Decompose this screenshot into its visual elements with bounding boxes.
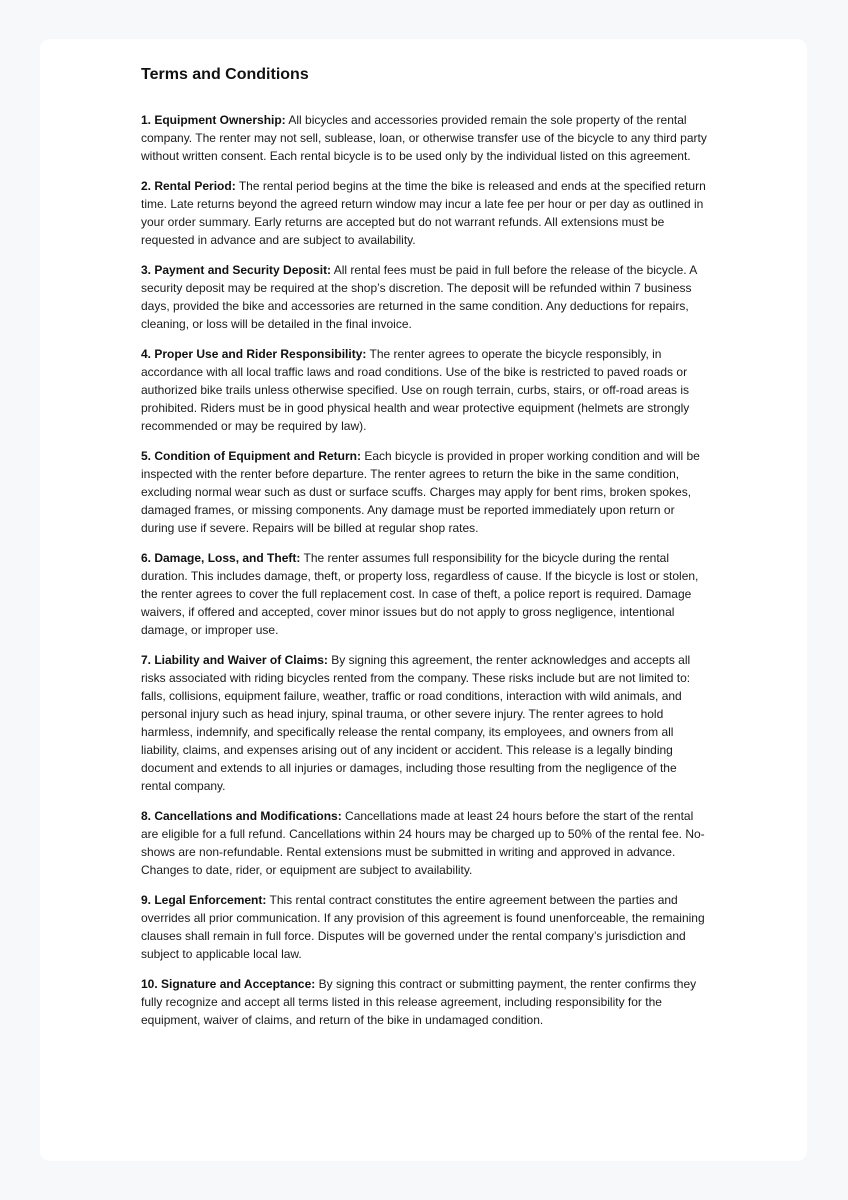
clause-body: All rental fees must be paid in full before the release of the bicycle. A security deposit may be required at the shop’s discretion. The deposit will be refunded within 7 business days, provided the bike and accessories are returned in the same condition. Any deductions for repairs, cleaning, or loss will be detailed in the final invoice.	[141, 263, 697, 331]
clause-body: By signing this contract or submitting payment, the renter confirms they fully recognize and accept all terms listed in this release agreement, including responsibility for the equipment, waiver of claims, and return of the bike in undamaged condition.	[141, 977, 697, 1027]
clause-heading: 5. Condition of Equipment and Return:	[141, 449, 361, 463]
clause-body: The rental period begins at the time the bike is released and ends at the specified return time. Late returns beyond the agreed return window may incur a late fee per hour or per day as outlined in your order summary. Early returns are accepted but do not warrant refunds. All extensions must be requested in advance and are subject to availability.	[141, 179, 706, 247]
clause-equipment-ownership	[141, 111, 709, 165]
clause-heading: 6. Damage, Loss, and Theft:	[141, 551, 301, 565]
clause-condition-return	[141, 447, 709, 537]
clause-heading: 1. Equipment Ownership:	[141, 113, 286, 127]
document-title: Terms and Conditions	[141, 66, 309, 83]
clause-damage-loss-theft	[141, 549, 709, 639]
clause-body: All bicycles and accessories provided remain the sole property of the rental company. The renter may not sell, sublease, loan, or otherwise transfer use of the bicycle to any third party without written consent. Each rental bicycle is to be used only by the individual listed on this agreement.	[141, 113, 707, 163]
clause-heading: 2. Rental Period:	[141, 179, 236, 193]
clause-body: The renter assumes full responsibility for the bicycle during the rental duration. This includes damage, theft, or property loss, regardless of cause. If the bicycle is lost or stolen, the renter agrees to cover the full replacement cost. In case of theft, a police report is required. Damage waivers, if offered and accepted, cover minor issues but do not apply to gross negligence, intentional damage, or improper use.	[141, 551, 699, 637]
clause-liability-waiver	[141, 651, 709, 795]
clause-heading: 8. Cancellations and Modifications:	[141, 809, 342, 823]
clause-legal-enforcement	[141, 891, 709, 963]
clause-signature-acceptance	[141, 975, 709, 1029]
clause-heading: 9. Legal Enforcement:	[141, 893, 267, 907]
clause-heading: 10. Signature and Acceptance:	[141, 977, 316, 991]
clause-proper-use	[141, 345, 709, 435]
terms-document-card	[40, 39, 807, 1161]
clause-heading: 7. Liability and Waiver of Claims:	[141, 653, 328, 667]
clause-payment-deposit	[141, 261, 709, 333]
clause-body: By signing this agreement, the renter acknowledges and accepts all risks associated with riding bicycles rented from the company. These risks include but are not limited to: falls, collisions, equipment failure, weather, traffic or road conditions, interaction with wild animals, and personal injury such as head injury, spinal trauma, or other severe injury. The renter agrees to hold harmless, indemnify, and specifically release the rental company, its employees, and owners from all liability, claims, and expenses arising out of any incident or accident. This release is a legally binding document and extends to all injuries or damages, including those resulting from the negligence of the rental company.	[141, 653, 691, 793]
clause-rental-period	[141, 177, 709, 249]
clause-body: The renter agrees to operate the bicycle responsibly, in accordance with all local traffic laws and road conditions. Use of the bike is restricted to paved roads or authorized bike trails unless otherwise specified. Use on rough terrain, curbs, stairs, or off-road areas is prohibited. Riders must be in good physical health and wear protective equipment (helmets are strongly recommended or may be required by law).	[141, 347, 690, 433]
clause-body: Cancellations made at least 24 hours before the start of the rental are eligible for a full refund. Cancellations within 24 hours may be charged up to 50% of the rental fee. No-shows are non-refundable. Rental extensions must be submitted in writing and approved in advance. Changes to date, rider, or equipment are subject to availability.	[141, 809, 705, 877]
clause-list	[141, 111, 709, 1029]
clause-heading: 4. Proper Use and Rider Responsibility:	[141, 347, 367, 361]
clause-heading: 3. Payment and Security Deposit:	[141, 263, 332, 277]
clause-body: Each bicycle is provided in proper working condition and will be inspected with the renter before departure. The renter agrees to return the bike in the same condition, excluding normal wear such as dust or surface scuffs. Charges may apply for bent rims, broken spokes, damaged frames, or missing components. Any damage must be reported immediately upon return or during use if severe. Repairs will be billed at regular shop rates.	[141, 449, 700, 535]
clause-cancellations	[141, 807, 709, 879]
clause-body: This rental contract constitutes the entire agreement between the parties and overrides all prior communication. If any provision of this agreement is found unenforceable, the remaining clauses shall remain in full force. Disputes will be governed under the rental company’s jurisdiction and subject to applicable local law.	[141, 893, 705, 961]
